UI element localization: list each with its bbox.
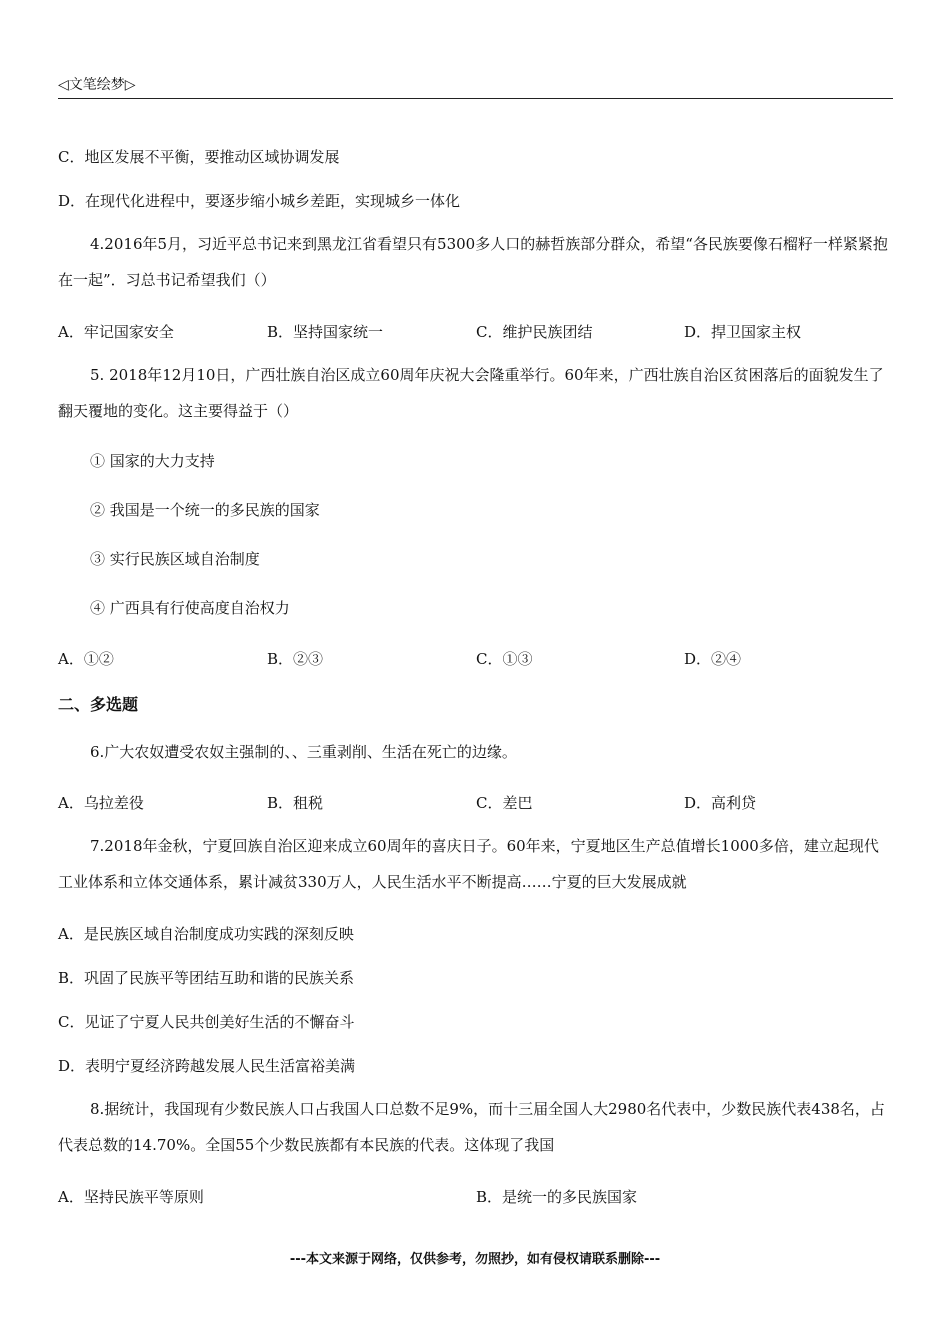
q5-item-2: ② 我国是一个统一的多民族的国家 [90, 501, 320, 519]
question-7-text: 7.2018年金秋，宁夏回族自治区迎来成立60周年的喜庆日子。60年来，宁夏地区生产总值增长1000多倍，建立起现代工业体系和立体交通体系，累计减贫330万人，人民生活水平不断提高……宁夏的巨大发展成就 [58, 837, 879, 891]
q8-option-a: A．坚持民族平等原则 [58, 1188, 204, 1206]
question-6-text: 6.广大农奴遭受农奴主强制的、、三重剥削、生活在死亡的边缘。 [90, 743, 517, 761]
option-c-previous: C．地区发展不平衡，要推动区域协调发展 [58, 148, 340, 166]
header-title: ◁文笔绘梦▷ [58, 77, 136, 93]
page-header [58, 74, 893, 99]
section-title: 二、多选题 [58, 695, 139, 714]
q4-option-d: D．捍卫国家主权 [684, 323, 802, 341]
question-4-text: 4.2016年5月，习近平总书记来到黑龙江省看望只有5300多人口的赫哲族部分群众，希望“各民族要像石榴籽一样紧紧抱在一起”．习总书记希望我们（） [58, 235, 888, 289]
q7-option-d: D．表明宁夏经济跨越发展人民生活富裕美满 [58, 1057, 356, 1075]
q5-option-d: D．②④ [684, 650, 742, 668]
q5-option-b: B．②③ [267, 650, 324, 668]
option-d-previous: D．在现代化进程中，要逐步缩小城乡差距，实现城乡一体化 [58, 192, 461, 210]
q4-option-c: C．维护民族团结 [476, 323, 593, 341]
q8-option-b: B．是统一的多民族国家 [476, 1188, 638, 1206]
question-8-text: 8.据统计，我国现有少数民族人口占我国人口总数不足9%，而十三届全国人大2980名代表中，少数民族代表438名，占代表总数的14.70%。全国55个少数民族都有本民族的代表。这体现了我国 [58, 1100, 885, 1154]
q6-option-a: A．乌拉差役 [58, 794, 144, 812]
q4-option-b: B．坚持国家统一 [267, 323, 384, 341]
q7-option-b: B．巩固了民族平等团结互助和谐的民族关系 [58, 969, 355, 987]
q6-option-b: B．租税 [267, 794, 324, 812]
q6-option-d: D．高利贷 [684, 794, 757, 812]
q5-item-1: ① 国家的大力支持 [90, 452, 215, 470]
q5-item-4: ④ 广西具有行使高度自治权力 [90, 599, 290, 617]
q7-option-a: A．是民族区域自治制度成功实践的深刻反映 [58, 925, 354, 943]
q5-item-3: ③ 实行民族区域自治制度 [90, 550, 260, 568]
page-footer: ---本文来源于网络，仅供参考，勿照抄，如有侵权请联系删除--- [289, 1252, 661, 1267]
q6-option-c: C．差巴 [476, 794, 533, 812]
question-5-text: 5. 2018年12月10日，广西壮族自治区成立60周年庆祝大会隆重举行。60年来，广西壮族自治区贫困落后的面貌发生了翻天覆地的变化。这主要得益于（） [58, 366, 884, 420]
q5-option-a: A．①② [58, 650, 114, 668]
q7-option-c: C．见证了宁夏人民共创美好生活的不懈奋斗 [58, 1013, 355, 1031]
q4-option-a: A．牢记国家安全 [58, 323, 174, 341]
q5-option-c: C．①③ [476, 650, 533, 668]
